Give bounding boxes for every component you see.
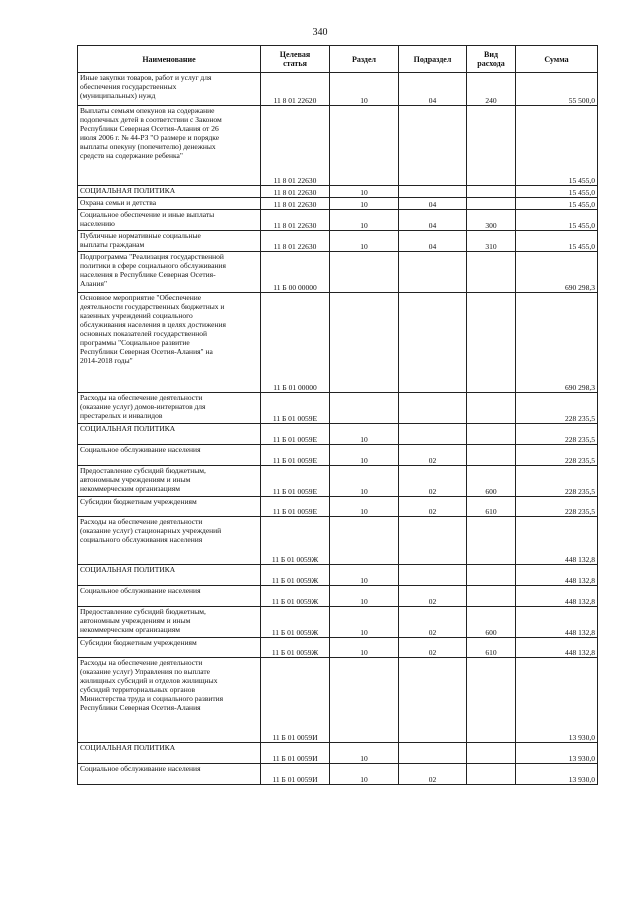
row-target-article: 11 Б 01 0059Е [261,393,330,424]
row-amount: 15 455,0 [516,186,598,198]
table-row [78,743,598,764]
column-header-subsection: Подраздел [399,46,467,73]
row-expense-type [467,393,516,424]
row-subsection [399,106,467,186]
row-section: 10 [330,638,399,658]
row-name: Предоставление субсидий бюджетным, автономным учреждениям и иным некоммерческим организациям [78,607,261,638]
row-amount: 448 132,8 [516,607,598,638]
row-name: Социальное обслуживание населения [78,586,261,607]
budget-table [77,45,598,785]
row-target-article: 11 Б 01 0059И [261,764,330,785]
row-amount: 448 132,8 [516,638,598,658]
row-amount: 690 298,3 [516,293,598,393]
row-target-article: 11 8 01 22620 [261,73,330,106]
row-expense-type [467,743,516,764]
row-amount: 13 930,0 [516,658,598,743]
table-row [78,658,598,743]
row-name: Основное мероприятие "Обеспечение деятельности государственных бюджетных и казенных учреждений социального обслуживания населения в целях достижения основных показателей государственной программы "Социальное развитие Республики Северная Осетия-Алания" на 2014-2018 годы" [78,293,261,393]
row-subsection: 02 [399,466,467,497]
row-amount: 15 455,0 [516,210,598,231]
row-section [330,106,399,186]
row-target-article: 11 8 01 22630 [261,231,330,252]
row-section: 10 [330,231,399,252]
table-row [78,424,598,445]
row-amount: 228 235,5 [516,393,598,424]
row-amount: 13 930,0 [516,764,598,785]
row-expense-type [467,293,516,393]
row-expense-type [467,586,516,607]
row-subsection [399,517,467,565]
row-subsection: 02 [399,497,467,517]
row-expense-type: 600 [467,607,516,638]
row-section: 10 [330,445,399,466]
row-name: Расходы на обеспечение деятельности (оказание услуг) домов-интернатов для престарелых и инвалидов [78,393,261,424]
table-row [78,210,598,231]
row-subsection: 02 [399,607,467,638]
row-target-article: 11 8 01 22630 [261,210,330,231]
row-section: 10 [330,607,399,638]
row-subsection: 04 [399,198,467,210]
table-row [78,607,598,638]
row-name: СОЦИАЛЬНАЯ ПОЛИТИКА [78,186,261,198]
row-amount: 228 235,5 [516,497,598,517]
row-name: Предоставление субсидий бюджетным, автономным учреждениям и иным некоммерческим организациям [78,466,261,497]
table-row [78,517,598,565]
row-section [330,293,399,393]
row-expense-type: 610 [467,497,516,517]
table-row [78,106,598,186]
table-row [78,293,598,393]
row-target-article: 11 Б 01 0059Ж [261,517,330,565]
row-section: 10 [330,186,399,198]
row-section [330,393,399,424]
column-header-name: Наименование [78,46,261,73]
row-target-article: 11 Б 01 00000 [261,293,330,393]
row-subsection [399,658,467,743]
row-name: Публичные нормативные социальные выплаты гражданам [78,231,261,252]
row-name: СОЦИАЛЬНАЯ ПОЛИТИКА [78,424,261,445]
row-subsection: 04 [399,231,467,252]
row-target-article: 11 Б 01 0059Е [261,445,330,466]
row-expense-type: 240 [467,73,516,106]
table-row [78,198,598,210]
row-amount: 15 455,0 [516,106,598,186]
row-section: 10 [330,198,399,210]
row-section: 10 [330,497,399,517]
row-subsection [399,252,467,293]
row-amount: 690 298,3 [516,252,598,293]
row-target-article: 11 Б 01 0059И [261,743,330,764]
table-row [78,231,598,252]
table-row [78,586,598,607]
row-section: 10 [330,764,399,785]
row-name: Подпрограмма "Реализация государственной политики в сфере социального обслуживания населения в Республике Северная Осетия- Алания" [78,252,261,293]
row-section [330,658,399,743]
row-target-article: 11 Б 01 0059Ж [261,565,330,586]
row-subsection: 02 [399,764,467,785]
row-section: 10 [330,424,399,445]
row-section [330,517,399,565]
row-target-article: 11 Б 01 0059Ж [261,638,330,658]
row-subsection: 02 [399,445,467,466]
row-expense-type [467,106,516,186]
row-expense-type: 310 [467,231,516,252]
row-expense-type [467,198,516,210]
row-expense-type [467,445,516,466]
row-amount: 15 455,0 [516,198,598,210]
table-row [78,638,598,658]
table-header-row [78,46,598,73]
row-section: 10 [330,466,399,497]
table-row [78,764,598,785]
row-expense-type [467,186,516,198]
row-section: 10 [330,73,399,106]
row-name: Иные закупки товаров, работ и услуг для обеспечения государственных (муниципальных) нужд [78,73,261,106]
row-section: 10 [330,586,399,607]
row-amount: 55 500,0 [516,73,598,106]
row-subsection [399,186,467,198]
row-expense-type [467,764,516,785]
row-amount: 228 235,5 [516,466,598,497]
row-expense-type [467,424,516,445]
table-row [78,466,598,497]
row-amount: 13 930,0 [516,743,598,764]
row-expense-type: 610 [467,638,516,658]
row-target-article: 11 Б 01 0059Е [261,466,330,497]
column-header-section: Раздел [330,46,399,73]
row-name: Субсидии бюджетным учреждениям [78,497,261,517]
row-section: 10 [330,743,399,764]
row-name: Социальное обслуживание населения [78,764,261,785]
row-subsection [399,424,467,445]
column-header-target-article: Целевая статья [261,46,330,73]
row-section: 10 [330,565,399,586]
row-amount: 448 132,8 [516,565,598,586]
row-amount: 228 235,5 [516,424,598,445]
row-expense-type [467,565,516,586]
row-subsection [399,743,467,764]
row-name: Расходы на обеспечение деятельности (оказание услуг) Управления по выплате жилищных субсидий и отделов жилищных субсидий территориальных органов Министерства труда и социального развития Республики Северная Осетия-Алания [78,658,261,743]
row-subsection [399,293,467,393]
column-header-amount: Сумма [516,46,598,73]
row-target-article: 11 Б 01 0059Е [261,497,330,517]
row-target-article: 11 Б 01 0059И [261,658,330,743]
row-target-article: 11 Б 01 0059Е [261,424,330,445]
row-amount: 448 132,8 [516,517,598,565]
row-amount: 228 235,5 [516,445,598,466]
row-target-article: 11 8 01 22630 [261,198,330,210]
table-row [78,565,598,586]
row-name: Субсидии бюджетным учреждениям [78,638,261,658]
row-target-article: 11 Б 00 00000 [261,252,330,293]
column-header-expense-type: Вид расхода [467,46,516,73]
row-section [330,252,399,293]
row-expense-type [467,658,516,743]
row-subsection: 04 [399,73,467,106]
page-number: 340 [312,27,328,38]
row-amount: 15 455,0 [516,231,598,252]
row-amount: 448 132,8 [516,586,598,607]
table-row [78,445,598,466]
row-subsection [399,393,467,424]
row-subsection [399,565,467,586]
row-name: Расходы на обеспечение деятельности (оказание услуг) стационарных учреждений социального обслуживания населения [78,517,261,565]
row-expense-type [467,252,516,293]
row-target-article: 11 8 01 22630 [261,186,330,198]
row-name: Социальное обслуживание населения [78,445,261,466]
row-name: СОЦИАЛЬНАЯ ПОЛИТИКА [78,565,261,586]
row-subsection: 02 [399,586,467,607]
table-row [78,393,598,424]
row-subsection: 04 [399,210,467,231]
row-expense-type [467,517,516,565]
row-name: Охрана семьи и детства [78,198,261,210]
row-target-article: 11 Б 01 0059Ж [261,607,330,638]
row-expense-type: 600 [467,466,516,497]
row-target-article: 11 Б 01 0059Ж [261,586,330,607]
table-row [78,73,598,106]
row-target-article: 11 8 01 22630 [261,106,330,186]
row-name: Социальное обеспечение и иные выплаты населению [78,210,261,231]
row-name: Выплаты семьям опекунов на содержание подопечных детей в соответствии с Законом Республики Северная Осетия-Алания от 26 июля 2006 г. № 44-РЗ "О размере и порядке выплаты опекуну (попечителю) денежных средств на содержание ребенка" [78,106,261,186]
row-subsection: 02 [399,638,467,658]
table-row [78,252,598,293]
row-section: 10 [330,210,399,231]
row-name: СОЦИАЛЬНАЯ ПОЛИТИКА [78,743,261,764]
row-expense-type: 300 [467,210,516,231]
table-row [78,186,598,198]
table-row [78,497,598,517]
